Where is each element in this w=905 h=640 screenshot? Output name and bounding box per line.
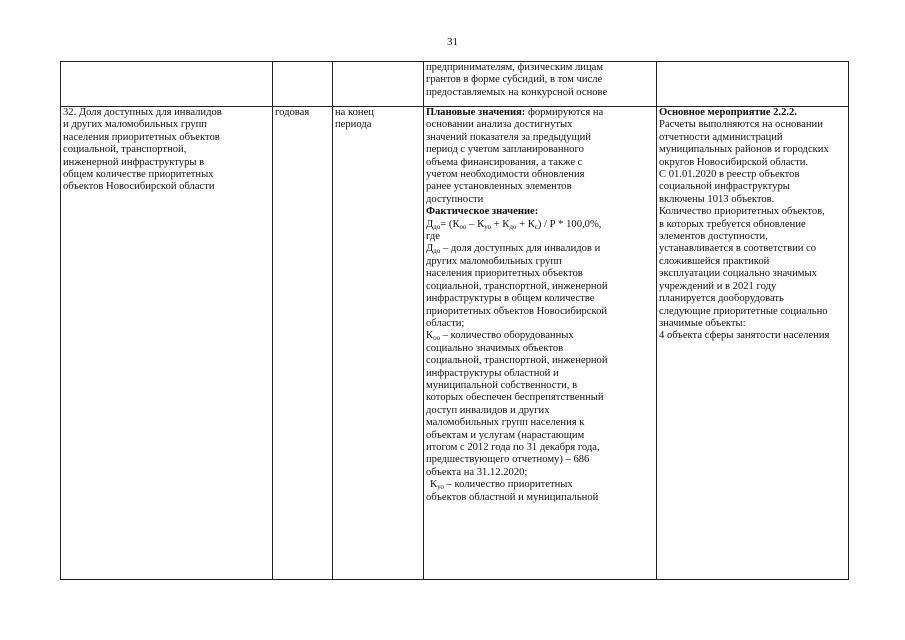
text-line: С 01.01.2020 в реестр объектов bbox=[659, 169, 800, 181]
indicator-row-32 bbox=[61, 107, 849, 580]
text-line: планируется дооборудовать bbox=[659, 293, 784, 305]
text-line: значений показателя за предыдущий bbox=[426, 131, 591, 143]
text-line: период с учетом запланированного bbox=[426, 144, 584, 156]
text-line: объекта на 31.12.2020; bbox=[426, 466, 528, 478]
where-word: где bbox=[426, 231, 440, 243]
text-line: социальной инфраструктуры bbox=[659, 181, 790, 193]
text-line: Количество приоритетных объектов, bbox=[659, 206, 825, 218]
text-line: социальной, транспортной, инженерной bbox=[426, 355, 608, 367]
text-line: элементов доступности, bbox=[659, 231, 768, 243]
cont-cell-periodicity bbox=[273, 62, 333, 107]
text-line: 32. Доля доступных для инвалидов bbox=[63, 107, 222, 118]
text-line: приоритетных объектов Новосибирской bbox=[426, 305, 608, 317]
cont-cell-method bbox=[424, 62, 657, 107]
text-line: области; bbox=[426, 317, 465, 329]
text-line: объектов Новосибирской области bbox=[63, 181, 215, 193]
continuation-row bbox=[61, 62, 849, 107]
periodicity-text: годовая bbox=[275, 107, 310, 118]
text-line: на конец bbox=[335, 107, 374, 118]
text-line: социальной, транспортной, инженерной bbox=[426, 280, 608, 292]
text-line: сложившейся практикой bbox=[659, 255, 770, 267]
cont-cell-notes bbox=[657, 62, 849, 107]
text-line: муниципальной собственности, в bbox=[426, 379, 578, 391]
indicator-name-cell bbox=[61, 107, 273, 580]
periodicity-cell bbox=[273, 107, 333, 580]
formula: $Д_{до}= (К_{оо} - К_{уо} + К_{до} + К_с) / Р * 100,0\%$, bbox=[426, 218, 602, 231]
text-line: округов Новосибирской области. bbox=[659, 156, 809, 168]
main-activity-heading: Основное мероприятие 2.2.2. bbox=[659, 107, 797, 118]
text-line: предоставляемых на конкурсной основе bbox=[426, 86, 608, 98]
notes-cell bbox=[657, 107, 849, 580]
text-line: в которых требуется обновление bbox=[659, 218, 806, 230]
text-line: итогом с 2012 года по 31 декабря года, bbox=[426, 441, 600, 453]
text-line: социальной, транспортной, bbox=[63, 144, 187, 156]
text-line: периода bbox=[335, 119, 372, 131]
text-line: следующие приоритетные социально bbox=[659, 305, 828, 317]
plan-values-text: формируются на bbox=[525, 107, 604, 118]
text-line: инженерной инфраструктуры в bbox=[63, 156, 205, 168]
text-line: отчетности администраций bbox=[659, 131, 783, 143]
actual-value-heading: Фактическое значение: bbox=[426, 206, 539, 218]
text-line: инфраструктуры областной и bbox=[426, 367, 559, 379]
text-line: доступ инвалидов и других bbox=[426, 404, 550, 416]
text-line: населения приоритетных объектов bbox=[63, 131, 220, 143]
text-line: муниципальных районов и городских bbox=[659, 144, 829, 156]
text-line: инфраструктуры в общем количестве bbox=[426, 293, 595, 305]
text-line: других маломобильных групп bbox=[426, 255, 562, 267]
d-definition-first: $Д_{до}$ – доля доступных для инвалидов и bbox=[426, 243, 601, 256]
text-line: значимые объекты: bbox=[659, 317, 746, 329]
cont-cell-timing bbox=[333, 62, 424, 107]
text-line: населения приоритетных объектов bbox=[426, 268, 583, 280]
text-line: 4 объекта сферы занятости населения bbox=[659, 330, 830, 342]
text-line: включены 1013 объектов. bbox=[659, 193, 775, 205]
cont-cell-indicator bbox=[61, 62, 273, 107]
text-line: грантов в форме субсидий, в том числе bbox=[426, 74, 603, 86]
indicators-table bbox=[60, 61, 849, 580]
text-line: предпринимателям, физическим лицам bbox=[426, 62, 604, 73]
timing-cell bbox=[333, 107, 424, 580]
text-line: и других маломобильных групп bbox=[63, 119, 207, 131]
text-line: учреждений и в 2021 году bbox=[659, 280, 777, 292]
text-line: устанавливается в соответствии со bbox=[659, 243, 817, 255]
text-line: объектов областной и муниципальной bbox=[426, 491, 599, 503]
text-line: доступности bbox=[426, 193, 484, 205]
page-number: 31 bbox=[447, 36, 458, 48]
plan-values-heading: Плановые значения: bbox=[426, 107, 526, 118]
text-line: Расчеты выполняются на основании bbox=[659, 119, 823, 131]
kuo-definition-first: $К_{уо}$ – количество приоритетных bbox=[430, 479, 573, 492]
text-line: эксплуатации социально значимых bbox=[659, 268, 817, 280]
koo-definition-first: $К_{оо}$ – количество оборудованных bbox=[426, 330, 574, 343]
text-line: социально значимых объектов bbox=[426, 342, 564, 354]
text-line: предшествующего отчетному) – 686 bbox=[426, 454, 590, 466]
text-line: объема финансирования, а также с bbox=[426, 156, 583, 168]
method-cell bbox=[424, 107, 657, 580]
text-line: ранее установленных элементов bbox=[426, 181, 572, 193]
text-line: объектам и услугам (нарастающим bbox=[426, 429, 585, 441]
text-line: общем количестве приоритетных bbox=[63, 169, 214, 181]
text-line: основании анализа достигнутых bbox=[426, 119, 573, 131]
text-line: которых обеспечен беспрепятственный bbox=[426, 392, 604, 404]
text-line: маломобильных групп населения к bbox=[426, 417, 585, 429]
plan-values-line bbox=[426, 107, 654, 119]
text-line: учетом необходимости обновления bbox=[426, 169, 585, 181]
